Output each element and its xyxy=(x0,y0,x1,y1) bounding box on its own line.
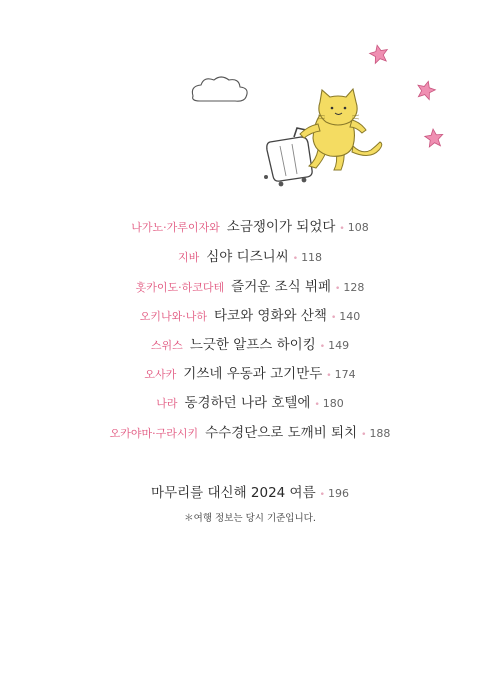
toc-title: 느긋한 알프스 하이킹 xyxy=(189,337,316,353)
toc-page-number: 149 xyxy=(328,339,350,352)
toc-entry[interactable] xyxy=(0,392,500,415)
toc-place: 나가노·가루이자와 xyxy=(131,221,220,234)
toc-separator: • xyxy=(361,430,367,440)
cat-icon xyxy=(300,89,382,170)
toc-entry[interactable] xyxy=(0,334,500,357)
toc-separator: • xyxy=(319,490,325,500)
toc-page-number: 118 xyxy=(301,251,323,264)
toc-title: 즐거운 조식 뷔페 xyxy=(231,279,332,295)
toc-place: 스위스 xyxy=(150,339,183,352)
travel-cat-illustration xyxy=(0,0,500,200)
toc-page-number: 140 xyxy=(339,310,361,323)
star-icon xyxy=(368,43,389,64)
toc-separator: • xyxy=(314,400,320,410)
toc-entry[interactable] xyxy=(0,276,500,299)
illustration-svg xyxy=(0,0,500,200)
toc-title: 동경하던 나라 호텔에 xyxy=(184,395,311,411)
travel-info-note: ＊여행 정보는 당시 기준입니다. xyxy=(184,513,316,524)
toc-title: 심야 디즈니씨 xyxy=(206,249,289,265)
toc-entry[interactable] xyxy=(0,246,500,269)
star-icon xyxy=(424,128,444,147)
toc-entry-outro[interactable] xyxy=(0,482,500,505)
toc-separator: • xyxy=(330,313,337,323)
toc-place: 오키나와·나하 xyxy=(139,310,208,323)
toc-page-number: 196 xyxy=(327,487,349,500)
toc-place: 지바 xyxy=(177,251,200,264)
toc-entry[interactable] xyxy=(0,216,500,239)
toc-separator: • xyxy=(326,371,332,381)
toc-separator: • xyxy=(339,224,345,234)
toc-page-number: 180 xyxy=(322,397,344,410)
cloud-icon xyxy=(192,77,247,101)
toc-separator: • xyxy=(292,254,299,264)
toc-title: 타코와 영화와 산책 xyxy=(214,308,327,324)
toc-title: 수수경단으로 도깨비 퇴치 xyxy=(205,425,358,441)
toc-title: 소금쟁이가 되었다 xyxy=(226,219,336,235)
toc-entry[interactable] xyxy=(0,305,500,328)
toc-page-number: 108 xyxy=(347,221,369,234)
toc-separator: • xyxy=(319,342,326,352)
toc-place: 오사카 xyxy=(144,368,177,381)
star-icon xyxy=(415,79,437,100)
toc-page-number: 174 xyxy=(334,368,356,381)
toc-title: 기쓰네 우동과 고기만두 xyxy=(183,366,323,382)
toc-page-number: 188 xyxy=(369,427,391,440)
toc-page-number: 128 xyxy=(343,281,365,294)
toc-entry[interactable] xyxy=(0,422,500,445)
toc-entry[interactable] xyxy=(0,363,500,386)
toc-place: 나라 xyxy=(156,397,178,410)
toc-place: 홋카이도·하코다테 xyxy=(135,281,225,294)
toc-place: 오카야마·구라시키 xyxy=(109,427,199,440)
toc-title: 마무리를 대신해 2024 여름 xyxy=(151,485,316,501)
toc-separator: • xyxy=(335,284,341,294)
